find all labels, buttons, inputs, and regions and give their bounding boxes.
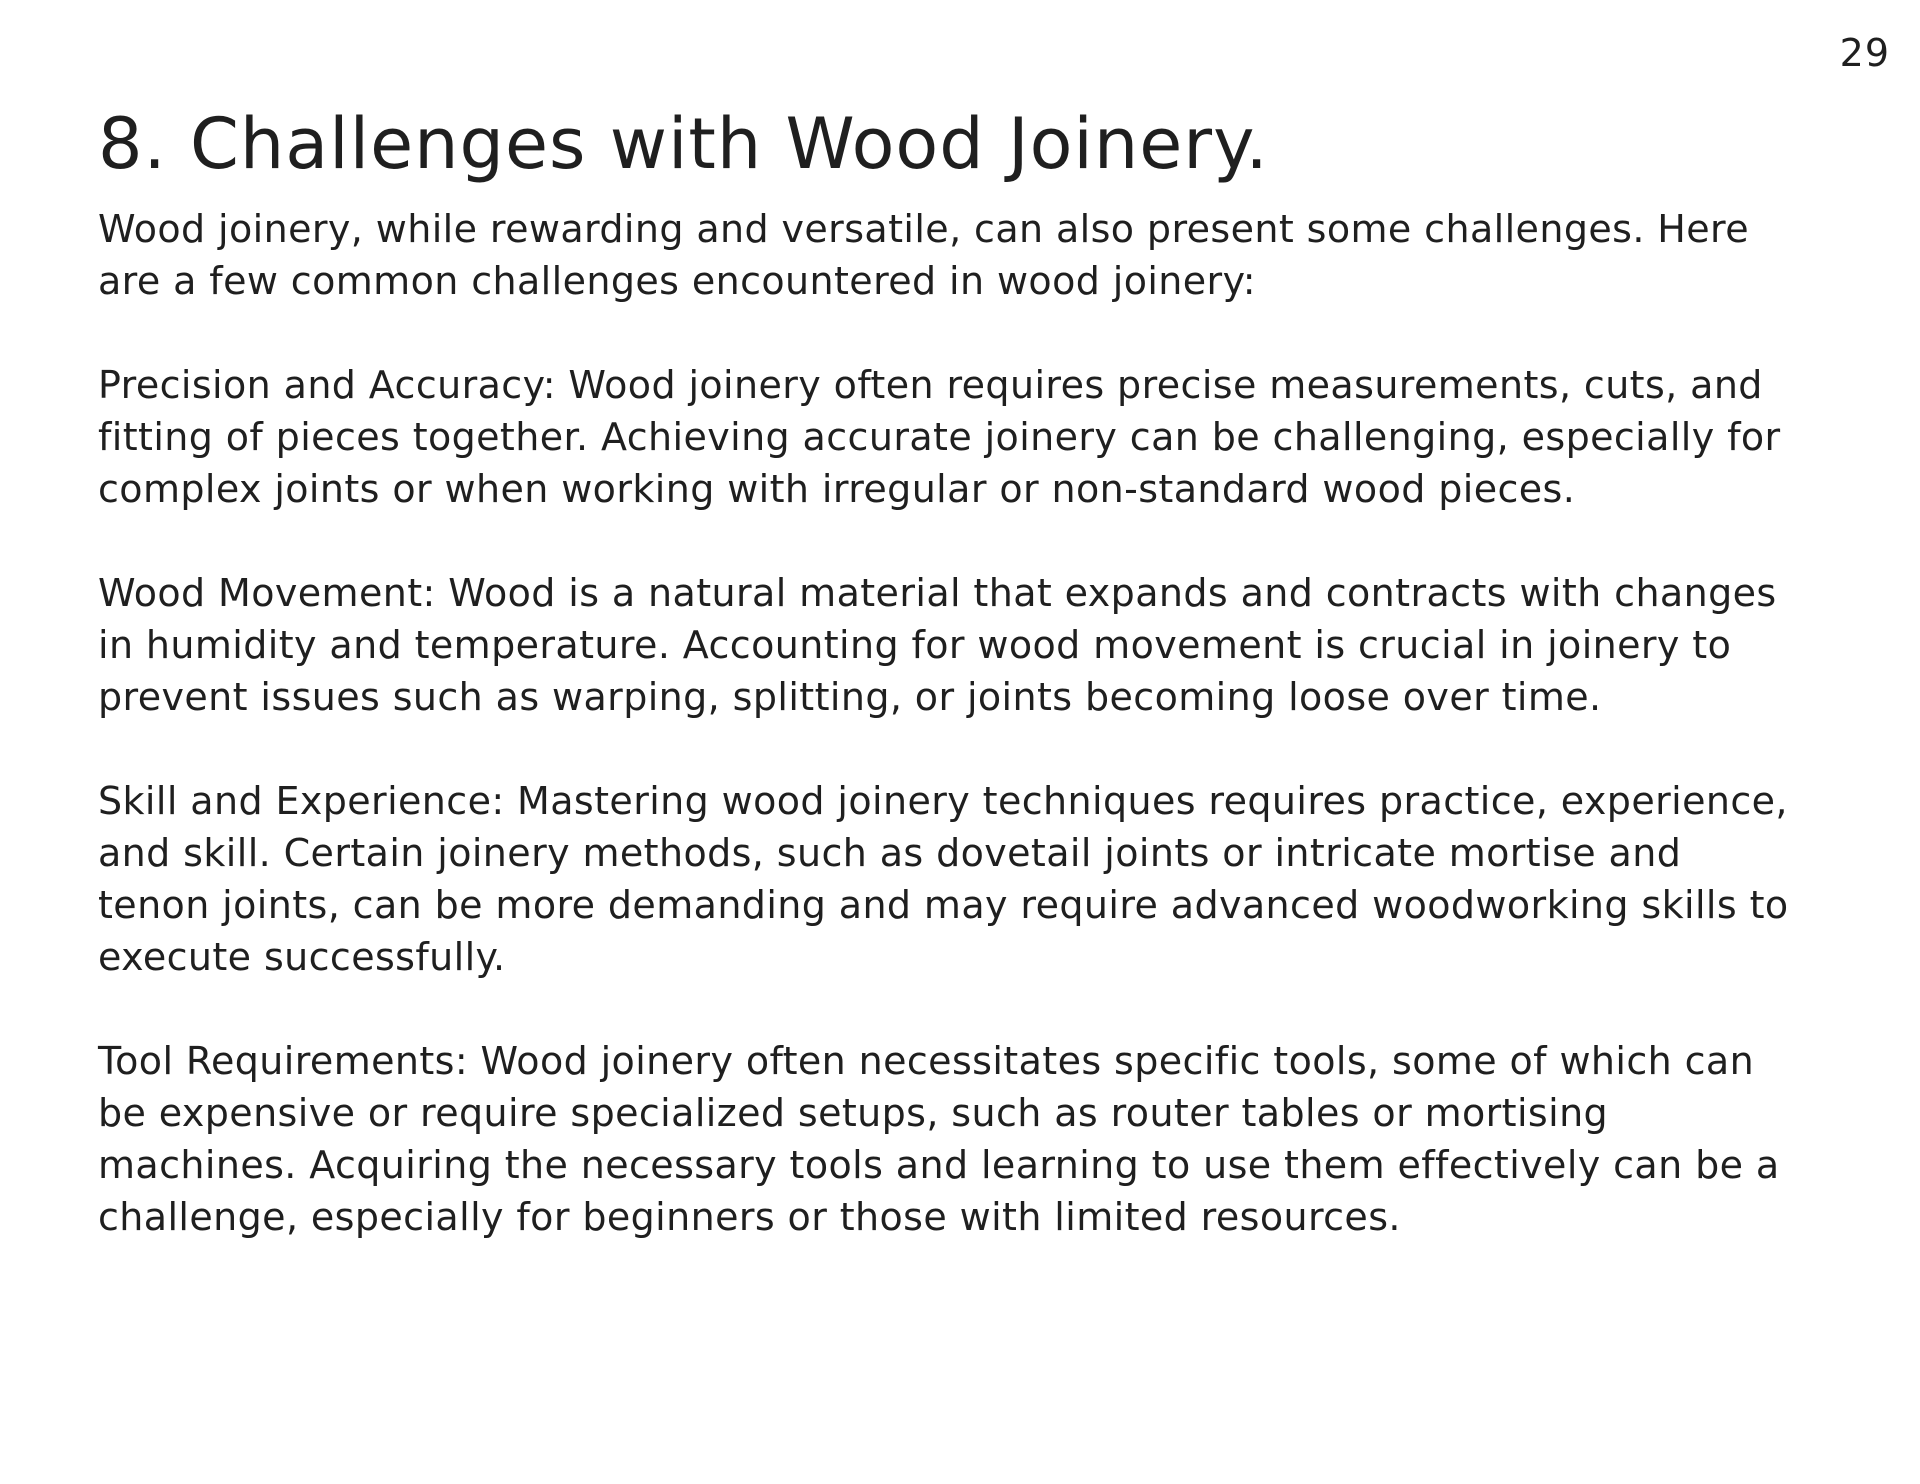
wood-movement-paragraph: Wood Movement: Wood is a natural material that expands and contracts with changes in humidity and temperature. Accounting for wood movement is crucial in joinery to prevent issues such as warping, splitting, or joints becoming loose over time. <box>98 570 1777 719</box>
tool-requirements-paragraph: Tool Requirements: Wood joinery often necessitates specific tools, some of which can be expensive or require specialized setups, such as router tables or mortising machines. Acquiring the necessary tools and learning to use them effectively can be a challenge, especially for beginners or those with limited resources. <box>98 1038 1780 1239</box>
page-content <box>98 103 1838 1243</box>
precision-and-accuracy-paragraph: Precision and Accuracy: Wood joinery often requires precise measurements, cuts, and fitting of pieces together. Achieving accurate joinery can be challenging, especially for complex joints or when working with irregular or non-standard wood pieces. <box>98 362 1781 511</box>
skill-and-experience-paragraph: Skill and Experience: Mastering wood joinery techniques requires practice, experience, and skill. Certain joinery methods, such as dovetail joints or intricate mortise and tenon joints, can be more demanding and may require advanced woodworking skills to execute successfully. <box>98 778 1789 979</box>
page-title: 8. Challenges with Wood Joinery. <box>98 103 1269 185</box>
intro-paragraph: Wood joinery, while rewarding and versatile, can also present some challenges. Here are a few common challenges encountered in wood joinery: <box>98 206 1750 303</box>
page-number: 29 <box>1839 31 1890 75</box>
